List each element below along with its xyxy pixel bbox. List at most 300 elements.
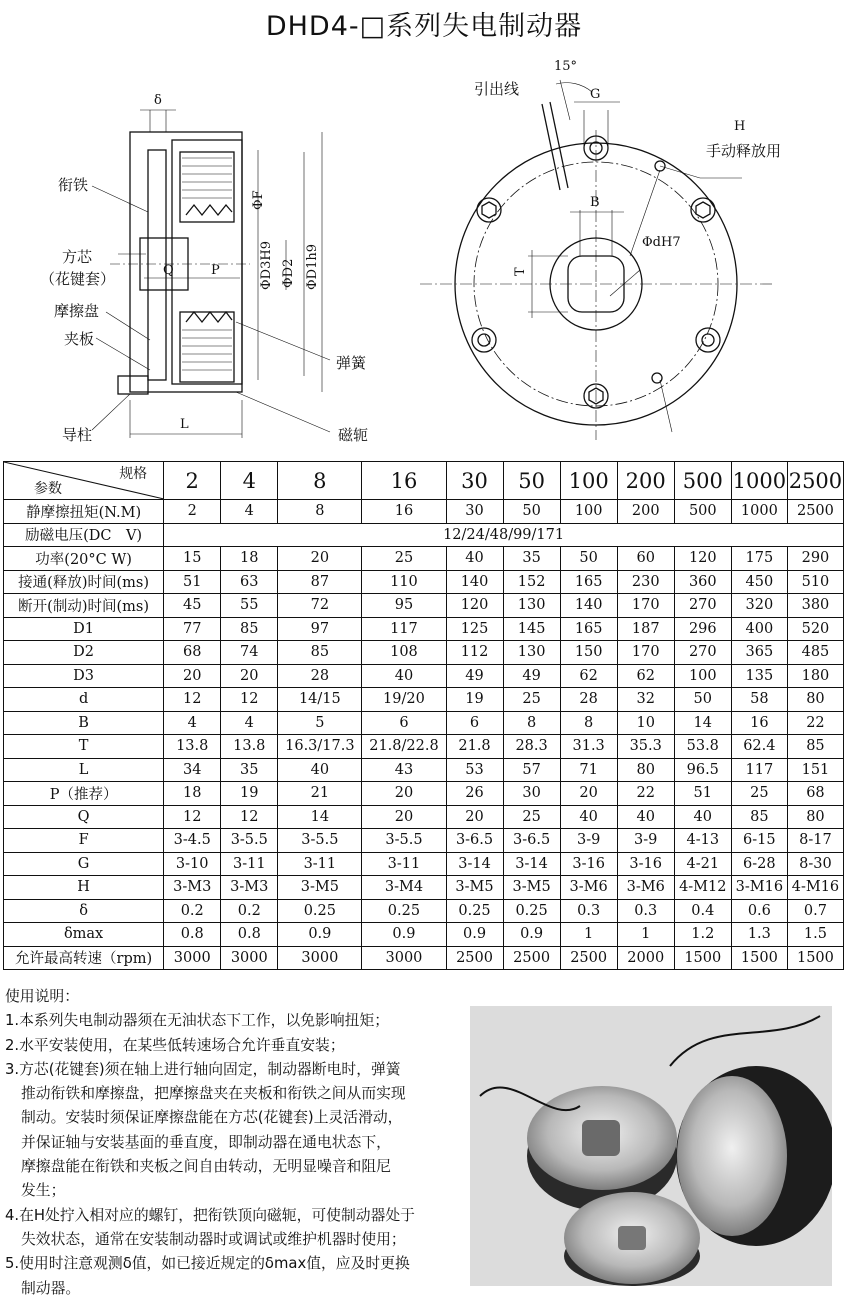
guide-pin-section [118, 376, 148, 394]
value-cell: 3-6.5 [503, 829, 560, 853]
value-cell: 4-M12 [674, 876, 731, 900]
value-cell: 140 [560, 594, 617, 618]
value-cell: 170 [617, 594, 674, 618]
value-cell: 45 [164, 594, 221, 618]
table-row [4, 899, 844, 923]
value-cell: 125 [446, 617, 503, 641]
value-cell: 3-M4 [362, 876, 446, 900]
page-title: DHD4-□系列失电制动器 [265, 11, 583, 42]
value-cell: 365 [731, 641, 787, 665]
value-cell: 20 [362, 782, 446, 806]
table-row [4, 852, 844, 876]
yoke-outline [172, 140, 242, 384]
param-cell: D2 [4, 641, 164, 665]
value-cell: 296 [674, 617, 731, 641]
value-cell: 165 [560, 617, 617, 641]
value-cell: 22 [617, 782, 674, 806]
param-cell: D1 [4, 617, 164, 641]
value-cell: 58 [731, 688, 787, 712]
value-cell: 74 [221, 641, 278, 665]
table-row [4, 523, 844, 547]
value-cell: 14 [674, 711, 731, 735]
value-cell: 13.8 [164, 735, 221, 759]
value-cell: 40 [560, 805, 617, 829]
size-header-cell: 200 [617, 462, 674, 500]
table-corner-cell [4, 462, 164, 500]
value-cell: 50 [674, 688, 731, 712]
spring-lower [186, 312, 232, 322]
value-cell: 3-M5 [503, 876, 560, 900]
value-cell: 87 [278, 570, 362, 594]
brake-side-plate [677, 1076, 787, 1236]
value-cell: 0.25 [446, 899, 503, 923]
label-d: ΦdH7 [642, 235, 681, 250]
dim-p: P [211, 263, 220, 278]
size-header-cell: 2500 [787, 462, 843, 500]
value-cell: 77 [164, 617, 221, 641]
value-cell: 20 [278, 547, 362, 571]
value-cell: 8 [560, 711, 617, 735]
value-cell: 14/15 [278, 688, 362, 712]
value-cell: 20 [164, 664, 221, 688]
param-cell: 静摩擦扭矩(N.M) [4, 500, 164, 524]
value-cell: 1.2 [674, 923, 731, 947]
dim-d2: ΦD2 [281, 258, 296, 288]
dim-d3: ΦD3H9 [259, 241, 274, 290]
param-cell: D3 [4, 664, 164, 688]
value-cell: 55 [221, 594, 278, 618]
label-manual-release: 手动释放用 [706, 142, 782, 160]
value-cell: 3000 [362, 946, 446, 970]
value-cell: 112 [446, 641, 503, 665]
label-hub: 方芯 [62, 248, 93, 266]
value-cell: 0.3 [560, 899, 617, 923]
value-cell: 165 [560, 570, 617, 594]
value-cell: 28 [278, 664, 362, 688]
value-cell: 1500 [674, 946, 731, 970]
product-photo [470, 1006, 832, 1286]
value-cell: 2500 [787, 500, 843, 524]
dim-q: Q [163, 263, 174, 278]
value-cell: 100 [560, 500, 617, 524]
value-cell: 2500 [446, 946, 503, 970]
value-cell: 40 [362, 664, 446, 688]
size-header-cell: 50 [503, 462, 560, 500]
param-cell: δmax [4, 923, 164, 947]
value-cell: 20 [446, 805, 503, 829]
value-cell: 3-16 [617, 852, 674, 876]
value-cell: 19/20 [362, 688, 446, 712]
value-cell: 380 [787, 594, 843, 618]
param-cell: L [4, 758, 164, 782]
value-cell: 97 [278, 617, 362, 641]
table-row [4, 664, 844, 688]
size-header-cell: 8 [278, 462, 362, 500]
label-yoke: 磁轭 [338, 426, 369, 444]
value-cell: 21 [278, 782, 362, 806]
value-cell: 0.4 [674, 899, 731, 923]
label-clamp-plate: 夹板 [64, 330, 95, 348]
value-cell: 30 [446, 500, 503, 524]
value-cell: 18 [221, 547, 278, 571]
value-cell: 3000 [221, 946, 278, 970]
value-cell: 270 [674, 594, 731, 618]
value-cell: 50 [560, 547, 617, 571]
table-row [4, 641, 844, 665]
note-line: 推动衔铁和摩擦盘，把摩擦盘夹在夹板和衔铁之间从而实现 [21, 1085, 406, 1103]
table-row [4, 829, 844, 853]
size-header-cell: 1000 [731, 462, 787, 500]
param-cell: δ [4, 899, 164, 923]
spring-upper [186, 205, 232, 215]
value-cell: 3-M5 [278, 876, 362, 900]
value-cell: 270 [674, 641, 731, 665]
value-cell: 8 [278, 500, 362, 524]
product-photo-svg [470, 1006, 832, 1286]
value-cell: 1000 [731, 500, 787, 524]
value-cell: 35 [503, 547, 560, 571]
value-cell: 25 [503, 805, 560, 829]
value-cell: 80 [787, 805, 843, 829]
param-cell: 允许最高转速（rpm) [4, 946, 164, 970]
value-cell: 8-30 [787, 852, 843, 876]
value-cell: 85 [221, 617, 278, 641]
value-cell: 152 [503, 570, 560, 594]
table-row [4, 570, 844, 594]
value-cell: 145 [503, 617, 560, 641]
value-cell: 20 [362, 805, 446, 829]
value-cell: 96.5 [674, 758, 731, 782]
value-cell: 0.6 [731, 899, 787, 923]
value-cell: 16 [731, 711, 787, 735]
value-cell: 130 [503, 641, 560, 665]
table-row [4, 594, 844, 618]
value-cell: 3-11 [278, 852, 362, 876]
param-cell: B [4, 711, 164, 735]
value-cell: 500 [674, 500, 731, 524]
spec-table [3, 461, 844, 970]
value-cell: 360 [674, 570, 731, 594]
value-cell: 1 [617, 923, 674, 947]
value-cell: 60 [617, 547, 674, 571]
value-cell: 1500 [731, 946, 787, 970]
value-cell: 0.9 [446, 923, 503, 947]
value-cell: 2 [164, 500, 221, 524]
value-cell: 30 [503, 782, 560, 806]
value-cell: 3-16 [560, 852, 617, 876]
table-row [4, 688, 844, 712]
value-cell: 3-5.5 [221, 829, 278, 853]
label-armature: 衔铁 [58, 176, 89, 194]
value-cell: 57 [503, 758, 560, 782]
value-cell: 4 [164, 711, 221, 735]
value-cell: 32 [617, 688, 674, 712]
value-cell: 320 [731, 594, 787, 618]
label-angle: 15° [554, 59, 578, 74]
note-line: 5.使用时注意观测δ值，如已接近规定的δmax值，应及时更换 [5, 1255, 410, 1273]
value-cell: 26 [446, 782, 503, 806]
value-cell: 6-28 [731, 852, 787, 876]
value-cell: 51 [674, 782, 731, 806]
value-cell: 40 [278, 758, 362, 782]
value-cell: 510 [787, 570, 843, 594]
value-cell: 0.2 [164, 899, 221, 923]
value-cell: 72 [278, 594, 362, 618]
value-cell: 49 [446, 664, 503, 688]
label-g: G [590, 87, 601, 102]
value-cell: 6 [446, 711, 503, 735]
value-cell: 3-9 [560, 829, 617, 853]
size-header-cell: 4 [221, 462, 278, 500]
usage-notes [5, 985, 465, 1301]
value-cell: 0.25 [503, 899, 560, 923]
note-line: 3.方芯(花键套)须在轴上进行轴向固定，制动器断电时，弹簧 [5, 1060, 401, 1078]
value-cell: 6-15 [731, 829, 787, 853]
value-cell: 400 [731, 617, 787, 641]
value-cell: 230 [617, 570, 674, 594]
dim-d1: ΦD1h9 [305, 244, 320, 290]
param-cell: F [4, 829, 164, 853]
value-cell: 0.8 [164, 923, 221, 947]
table-row [4, 735, 844, 759]
value-cell: 3-11 [362, 852, 446, 876]
value-cell: 0.9 [362, 923, 446, 947]
value-cell: 3-10 [164, 852, 221, 876]
value-cell: 170 [617, 641, 674, 665]
value-cell: 16 [362, 500, 446, 524]
value-cell: 20 [221, 664, 278, 688]
value-cell: 0.7 [787, 899, 843, 923]
value-cell: 4-21 [674, 852, 731, 876]
param-cell: 励磁电压(DC V) [4, 523, 164, 547]
label-lead-wire: 引出线 [474, 80, 520, 98]
table-row [4, 617, 844, 641]
value-cell: 117 [362, 617, 446, 641]
value-cell: 25 [503, 688, 560, 712]
value-cell: 95 [362, 594, 446, 618]
value-cell: 0.2 [221, 899, 278, 923]
value-cell: 19 [446, 688, 503, 712]
value-cell: 22 [787, 711, 843, 735]
table-row [4, 758, 844, 782]
value-cell: 180 [787, 664, 843, 688]
value-cell: 450 [731, 570, 787, 594]
table-row [4, 876, 844, 900]
value-cell: 3000 [164, 946, 221, 970]
corner-label-param: 参数 [34, 481, 62, 497]
label-h: H [734, 119, 746, 134]
value-cell: 20 [560, 782, 617, 806]
value-cell: 5 [278, 711, 362, 735]
coil-lower [180, 312, 234, 382]
value-cell: 62 [560, 664, 617, 688]
value-cell: 53.8 [674, 735, 731, 759]
label-guide-pin: 导柱 [62, 426, 93, 444]
value-cell: 0.9 [278, 923, 362, 947]
value-cell: 62.4 [731, 735, 787, 759]
value-cell: 35.3 [617, 735, 674, 759]
value-cell: 3-M3 [221, 876, 278, 900]
value-cell: 3-6.5 [446, 829, 503, 853]
value-cell: 1.3 [731, 923, 787, 947]
value-cell: 68 [164, 641, 221, 665]
value-cell: 4 [221, 500, 278, 524]
value-cell: 3-M5 [446, 876, 503, 900]
value-cell: 28.3 [503, 735, 560, 759]
note-line: 制动器。 [21, 1279, 81, 1297]
value-cell: 151 [787, 758, 843, 782]
value-cell: 3-M3 [164, 876, 221, 900]
value-cell: 3-14 [503, 852, 560, 876]
value-cell: 40 [617, 805, 674, 829]
corner-label-spec: 规格 [119, 466, 148, 482]
value-cell: 3-14 [446, 852, 503, 876]
value-cell: 175 [731, 547, 787, 571]
table-row [4, 711, 844, 735]
value-cell: 12 [221, 688, 278, 712]
param-cell: 断开(制动)时间(ms) [4, 594, 164, 618]
value-cell: 35 [221, 758, 278, 782]
param-cell: P（推荐） [4, 782, 164, 806]
value-cell: 10 [617, 711, 674, 735]
value-cell: 49 [503, 664, 560, 688]
value-cell: 28 [560, 688, 617, 712]
drawing-svg [0, 40, 848, 458]
value-cell: 3-M6 [560, 876, 617, 900]
value-cell: 43 [362, 758, 446, 782]
value-cell: 40 [446, 547, 503, 571]
value-cell: 12 [164, 805, 221, 829]
value-cell: 120 [674, 547, 731, 571]
table-row [4, 805, 844, 829]
value-cell: 108 [362, 641, 446, 665]
value-cell: 1 [560, 923, 617, 947]
param-cell: H [4, 876, 164, 900]
value-cell: 3-M6 [617, 876, 674, 900]
size-header-cell: 500 [674, 462, 731, 500]
param-cell: Q [4, 805, 164, 829]
table-header-row [4, 462, 844, 500]
value-cell: 110 [362, 570, 446, 594]
table-row [4, 547, 844, 571]
side-body-outline [130, 132, 242, 392]
value-cell: 4 [221, 711, 278, 735]
value-cell: 25 [731, 782, 787, 806]
value-cell: 130 [503, 594, 560, 618]
value-cell: 3-9 [617, 829, 674, 853]
param-cell: d [4, 688, 164, 712]
value-cell: 4-13 [674, 829, 731, 853]
label-spring: 弹簧 [336, 354, 367, 372]
value-cell: 6 [362, 711, 446, 735]
value-cell: 8 [503, 711, 560, 735]
value-cell: 85 [731, 805, 787, 829]
value-cell: 0.8 [221, 923, 278, 947]
value-cell: 3-4.5 [164, 829, 221, 853]
note-line: 发生； [21, 1182, 66, 1200]
value-cell: 290 [787, 547, 843, 571]
value-cell: 16.3/17.3 [278, 735, 362, 759]
note-line: 摩擦盘能在衔铁和夹板之间自由转动，无明显噪音和阻尼 [21, 1158, 391, 1176]
param-cell: T [4, 735, 164, 759]
size-header-cell: 16 [362, 462, 446, 500]
value-cell: 150 [560, 641, 617, 665]
notes-heading: 使用说明： [5, 988, 79, 1005]
value-cell: 31.3 [560, 735, 617, 759]
value-cell: 80 [617, 758, 674, 782]
note-line: 并保证轴与安装基面的垂直度，即制动器在通电状态下， [21, 1133, 391, 1151]
value-cell: 62 [617, 664, 674, 688]
value-cell: 0.25 [278, 899, 362, 923]
table-row [4, 946, 844, 970]
value-cell: 21.8/22.8 [362, 735, 446, 759]
value-cell: 4-M16 [787, 876, 843, 900]
value-cell: 520 [787, 617, 843, 641]
note-line: 失效状态，通常在安装制动器时或调试或维护机器时使用； [21, 1230, 406, 1248]
note-line: 制动。安装时须保证摩擦盘能在方芯(花键套)上灵活滑动， [21, 1109, 403, 1127]
value-cell: 187 [617, 617, 674, 641]
label-friction-disc: 摩擦盘 [54, 302, 100, 320]
size-header-cell: 30 [446, 462, 503, 500]
value-cell: 3-11 [221, 852, 278, 876]
value-cell: 63 [221, 570, 278, 594]
value-cell: 1.5 [787, 923, 843, 947]
value-cell: 15 [164, 547, 221, 571]
param-cell: 接通(释放)时间(ms) [4, 570, 164, 594]
dim-f: ΦF [251, 190, 266, 210]
value-cell: 40 [674, 805, 731, 829]
dim-l: L [180, 417, 189, 432]
param-cell: 功率(20°C W) [4, 547, 164, 571]
value-cell: 25 [362, 547, 446, 571]
value-cell: 50 [503, 500, 560, 524]
value-cell: 120 [446, 594, 503, 618]
mount-hole-left [472, 328, 496, 352]
value-cell: 3000 [278, 946, 362, 970]
value-cell: 68 [787, 782, 843, 806]
value-cell: 8-17 [787, 829, 843, 853]
value-cell: 2500 [560, 946, 617, 970]
value-cell: 200 [617, 500, 674, 524]
merged-value-cell: 12/24/48/99/171 [164, 523, 844, 547]
value-cell: 85 [278, 641, 362, 665]
dim-delta: δ [154, 93, 162, 108]
value-cell: 14 [278, 805, 362, 829]
value-cell: 51 [164, 570, 221, 594]
value-cell: 34 [164, 758, 221, 782]
value-cell: 100 [674, 664, 731, 688]
value-cell: 117 [731, 758, 787, 782]
note-line: 2.水平安装使用，在某些低转速场合允许垂直安装； [5, 1036, 345, 1054]
note-line: 4.在H处拧入相对应的螺钉，把衔铁顶向磁轭，可使制动器处于 [5, 1206, 415, 1224]
value-cell: 85 [787, 735, 843, 759]
value-cell: 3-M16 [731, 876, 787, 900]
label-b: B [590, 195, 600, 210]
value-cell: 80 [787, 688, 843, 712]
label-hub-sub: （花键套） [40, 270, 116, 288]
size-header-cell: 2 [164, 462, 221, 500]
value-cell: 2500 [503, 946, 560, 970]
value-cell: 13.8 [221, 735, 278, 759]
value-cell: 1500 [787, 946, 843, 970]
value-cell: 3-5.5 [278, 829, 362, 853]
value-cell: 18 [164, 782, 221, 806]
technical-drawing [0, 40, 848, 458]
size-header-cell: 100 [560, 462, 617, 500]
value-cell: 53 [446, 758, 503, 782]
value-cell: 71 [560, 758, 617, 782]
value-cell: 485 [787, 641, 843, 665]
